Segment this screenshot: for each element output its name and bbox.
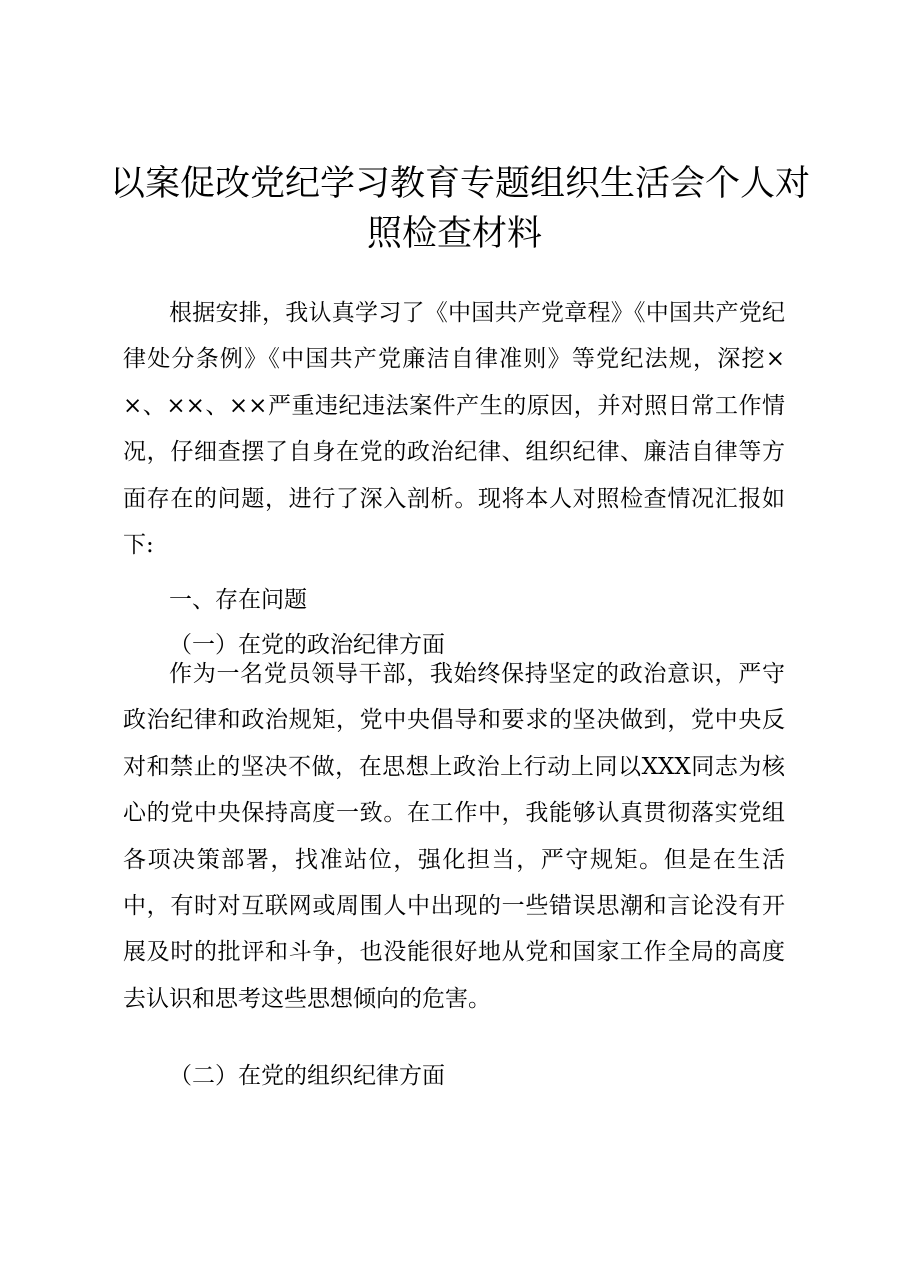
document-title-line-1: 以案促改党纪学习教育专题组织生活会个人对 (110, 164, 811, 204)
document-title-line-2: 照检查材料 (366, 214, 542, 254)
intro-paragraph: 根据安排，我认真学习了《中国共产党章程》《中国共产党纪律处分条例》《中国共产党廉洁自律准则》等党纪法规，深挖××、××、××严重违纪违法案件产生的原因，并对照日常工作情况，仔细查摆了自身在党的政治纪律、组织纪律、廉洁自律等方面存在的问题，进行了深入剖析。现将本人对照检查情况汇报如下: (123, 300, 785, 559)
subsection-heading-organizational-discipline: （二）在党的组织纪律方面 (169, 1063, 445, 1089)
subsection-heading-political-discipline: （一）在党的政治纪律方面 (169, 632, 445, 658)
section-heading-problems: 一、存在问题 (169, 587, 307, 613)
political-discipline-paragraph: 作为一名党员领导干部，我始终保持坚定的政治意识，严守政治纪律和政治规矩，党中央倡导和要求的坚决做到，党中央反对和禁止的坚决不做，在思想上政治上行动上同以XXX同志为核心的党中央保持高度一致。在工作中，我能够认真贯彻落实党组各项决策部署，找准站位，强化担当，严守规矩。但是在生活中，有时对互联网或周围人中出现的一些错误思潮和言论没有开展及时的批评和斗争，也没能很好地从党和国家工作全局的高度去认识和思考这些思想倾向的危害。 (123, 661, 785, 1012)
